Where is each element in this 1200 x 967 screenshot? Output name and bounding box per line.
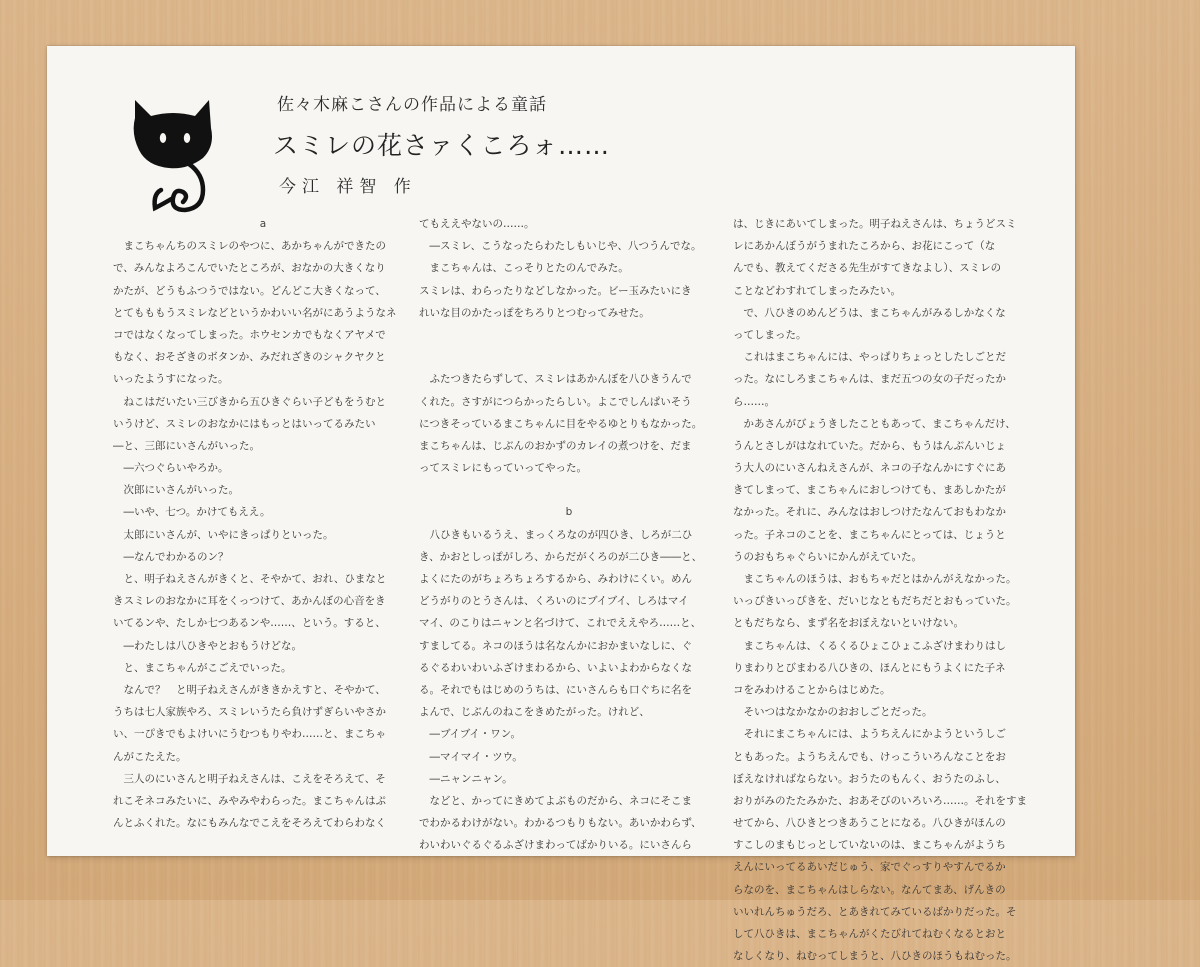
text-line: てもええやないの……。 — [419, 218, 535, 230]
text-line: とてもももうスミレなどというかわいい名がにあうようなネ — [113, 306, 397, 319]
text-line: ともあった。ようちえんでも、けっこういろんなことをお — [733, 750, 1006, 763]
text-line: ふたつきたらずして、スミレはあかんぼを八ひきうんで — [419, 373, 692, 386]
text-line: まこちゃんは、こっそりとたのんでみた。 — [419, 262, 629, 275]
text-line: ―と、三郎にいさんがいった。 — [113, 439, 260, 452]
story-title: スミレの花さァくころォ…… — [273, 131, 611, 160]
text-line: もなく、おそざきのボタンか、みだれざきのシャクヤクと — [113, 351, 386, 364]
text-line: りまわりとびまわる八ひきの、ほんとにもうよくにた子ネ — [733, 661, 1006, 674]
text-line — [419, 346, 719, 368]
text-column-1 — [113, 213, 413, 834]
text-line: ねこはだいたい三びきから五ひきぐらい子どもをうむと — [113, 395, 386, 408]
text-line: すましてる。ネコのほうは名なんかにおかまいなしに、ぐ — [419, 639, 692, 652]
text-line: きスミレのおなかに耳をくっつけて、あかんぼの心音をき — [113, 595, 386, 608]
text-line: えんにいってるあいだじゅう、家でぐっすりやすんでるか — [733, 861, 1006, 874]
text-line: ―マイマイ・ツウ。 — [419, 750, 523, 763]
text-line: かたが、どうもふつうではない。どんどこ大きくなって、 — [113, 284, 386, 297]
text-line: して八ひきは、まこちゃんがくたびれてねむくなるとおと — [733, 928, 1006, 940]
text-line: くれた。さすがにつらかったらしい。よこでしんぱいそう — [419, 395, 692, 408]
text-line: おりがみのたたみかた、おあそびのいろいろ……。それをすま — [733, 794, 1027, 807]
text-line: まこちゃんは、くるくるひょこひょこふざけまわりはし — [733, 639, 1006, 652]
text-line — [419, 479, 719, 501]
text-line: ―ニャンニャン。 — [419, 772, 513, 785]
text-line: まこちゃんは、じぶんのおかずのカレイの煮つけを、だま — [419, 439, 692, 452]
text-line: んでも、教えてくださる先生がすてきなよし）、スミレの — [733, 262, 1002, 275]
text-line: でわかるわけがない。わかるつもりもない。あいかわらず、 — [419, 817, 702, 830]
text-line: まこちゃんのほうは、おもちゃだとはかんがえなかった。 — [733, 573, 1017, 585]
text-line: んがこたえた。 — [113, 750, 187, 763]
text-line: それにまこちゃんには、ようちえんにかようというしご — [733, 728, 1006, 741]
text-line: なんで？ と明子ねえさんがききかえすと、そやかて、 — [113, 683, 386, 696]
text-line: った。なにしろまこちゃんは、まだ五つの女の子だったか — [733, 373, 1006, 386]
text-line: コをみわけることからはじめた。 — [733, 683, 891, 696]
text-column-2 — [419, 213, 719, 856]
cat-illustration-icon — [129, 94, 219, 220]
story-page — [47, 46, 1075, 963]
text-line: いうけど、スミレのおなかにはもっとはいってるみたい — [113, 417, 376, 430]
text-line: で、八ひきのめんどうは、まこちゃんがみるしかなくな — [733, 306, 1006, 319]
series-subtitle: 佐々木麻こさんの作品による童話 — [277, 95, 547, 115]
text-line: うちは七人家族やろ、スミレいうたら負けずぎらいやさか — [113, 706, 386, 719]
text-line: わいわいぐるぐるふざけまわってばかりいる。にいさんら — [419, 839, 692, 852]
text-line: ってしまった。 — [733, 328, 807, 341]
text-line: れいな目のかたっぽをちろりとつむってみせた。 — [419, 306, 650, 319]
text-line: ともだちなら、まず名をおぼえないといけない。 — [733, 617, 964, 630]
text-line: ―なんでわかるのン？ — [113, 550, 229, 563]
text-line: い、一ぴきでもよけいにうむつもりやわ……と、まこちゃ — [113, 728, 386, 741]
text-line: れこそネコみたいに、みやみやわらった。まこちゃんはぷ — [113, 794, 386, 807]
text-line: いったようすになった。 — [113, 373, 229, 386]
text-line: ことなどわすれてしまったみたい。 — [733, 284, 901, 297]
text-line: きてしまって、まこちゃんにおしつけても、まあしかたが — [733, 484, 1006, 497]
text-line: 三人のにいさんと明子ねえさんは、こえをそろえて、そ — [113, 772, 386, 785]
text-line: らなのを、まこちゃんはしらない。なんてまあ、げんきの — [733, 883, 1006, 896]
text-line: マイ、のこりはニャンと名づけて、これでええやろ……と、 — [419, 617, 702, 630]
text-line: いいれんちゅうだろ、とあきれてみているばかりだった。そ — [733, 905, 1017, 918]
text-line: 太郎にいさんが、いやにきっぱりといった。 — [113, 528, 334, 541]
text-line: などと、かってにきめてよぶものだから、ネコにそこま — [419, 794, 692, 807]
text-line: る。それでもはじめのうちは、にいさんらも口ぐちに名を — [419, 683, 692, 696]
text-line: ―六つぐらいやろか。 — [113, 462, 229, 475]
text-line: ―いや、七つ。かけてもええ。 — [113, 506, 271, 519]
text-line: ―スミレ、こうなったらわたしもいじや、八つうんでな。 — [419, 240, 702, 253]
text-line — [419, 324, 719, 346]
text-line: き、かおとしっぽがしろ、からだがくろのが二ひき――と、 — [419, 550, 703, 563]
text-line: ぼえなければならない。おうたのもんく、おうたのふし、 — [733, 772, 1006, 785]
text-line: スミレは、わらったりなどしなかった。ビー玉みたいにき — [419, 284, 692, 297]
text-line: は、じきにあいてしまった。明子ねえさんは、ちょうどスミ — [733, 218, 1017, 230]
text-line: そいつはなかなかのおおしごとだった。 — [733, 706, 933, 719]
text-column-3 — [733, 213, 1033, 967]
text-line: ―ブイブイ・ワン。 — [419, 728, 521, 741]
text-line: レにあかんぼうがうまれたころから、お花にこって（な — [733, 240, 996, 253]
section-marker: a — [259, 218, 267, 230]
text-line: よくにたのがちょろちょろするから、みわけにくい。めん — [419, 573, 692, 585]
text-line: うのおもちゃぐらいにかんがえていた。 — [733, 550, 922, 563]
text-line: う大人のにいさんねえさんが、ネコの子なんかにすぐにあ — [733, 462, 1006, 475]
text-line: と、まこちゃんがこごえでいった。 — [113, 661, 292, 674]
text-line: うんとさしがはなれていた。だから、もうはんぶんいじょ — [733, 439, 1006, 452]
text-line: なかった。それに、みんなはおしつけたなんておもわなか — [733, 506, 1006, 519]
text-line: コではなくなってしまった。ホウセンカでもなくアヤメで — [113, 328, 386, 341]
text-line: るぐるわいわいふざけまわるから、いよいよわからなくな — [419, 661, 692, 674]
text-line: これはまこちゃんには、やっぱりちょっとしたしごとだ — [733, 351, 1006, 364]
text-line: ら……。 — [733, 395, 775, 408]
text-line: につきそっているまこちゃんに目をやるゆとりもなかった。 — [419, 417, 703, 430]
text-line: なしくなり、ねむってしまうと、八ひきのほうもねむった。 — [733, 950, 1017, 963]
author-byline: 今江 祥智 作 — [279, 177, 417, 197]
text-line: った。子ネコのことを、まこちゃんにとっては、じょうと — [733, 528, 1006, 541]
text-line: まこちゃんちのスミレのやつに、あかちゃんができたの — [113, 240, 386, 253]
text-line: よんで、じぶんのねこをきめたがった。けれど、 — [419, 706, 650, 719]
text-line: せてから、八ひきとつきあうことになる。八ひきがほんの — [733, 817, 1006, 830]
text-line: 八ひきもいるうえ、まっくろなのが四ひき、しろが二ひ — [419, 528, 693, 541]
text-line: と、明子ねえさんがきくと、そやかて、おれ、ひまなと — [113, 573, 387, 585]
text-line: どうがりのとうさんは、くろいのにブイブイ、しろはマイ — [419, 595, 689, 608]
section-marker: b — [565, 506, 573, 519]
text-line: いてるンや、たしか七つあるンや……、という。すると、 — [113, 617, 386, 630]
text-line: で、みんなよろこんでいたところが、おなかの大きくなり — [113, 262, 386, 275]
text-line: ―わたしは八ひきやとおもうけどな。 — [113, 639, 302, 652]
text-line: いっぴきいっぴきを、だいじなともだちだとおもっていた。 — [733, 595, 1017, 608]
text-line: かあさんがびょうきしたこともあって、まこちゃんだけ、 — [733, 417, 1016, 430]
text-line: んとふくれた。なにもみんなでこえをそろえてわらわなく — [113, 817, 386, 830]
text-line: すこしのまもじっとしていないのは、まこちゃんがようち — [733, 839, 1006, 852]
text-line: ってスミレにもっていってやった。 — [419, 462, 587, 475]
text-line: 次郎にいさんがいった。 — [113, 484, 239, 497]
